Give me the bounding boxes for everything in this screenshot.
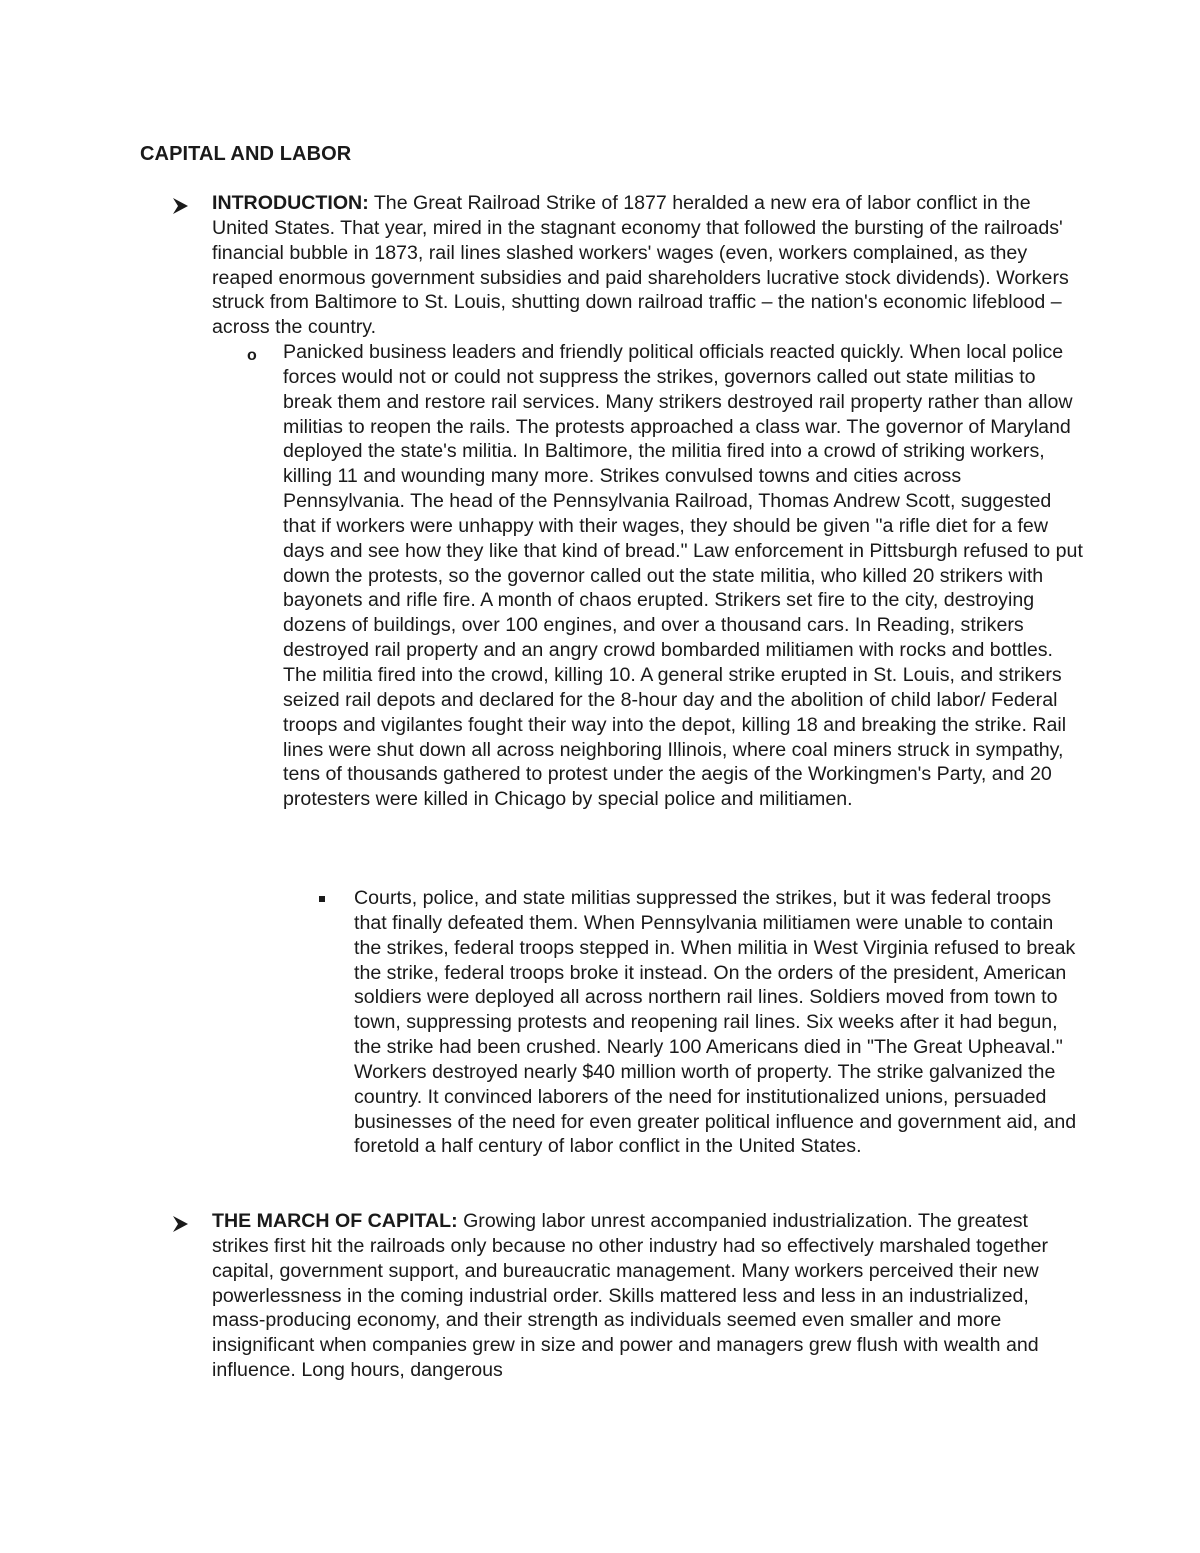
list-item-text: Courts, police, and state militias suppressed the strikes, but it was federal troops that finally defeated them. When Pennsylvania militiamen were unable to contain the strikes, federal troops stepped in. When militia in West Virginia refused to break the strike, federal troops broke it instead. On the orders of the president, American soldiers were deployed all across northern rail lines. Soldiers moved from town to town, suppressing protests and reopening rail lines. Six weeks after it had begun, the strike had been crushed. Nearly 100 Americans died in "The Great Upheaval." Workers destroyed nearly $40 million worth of property. The strike galvanized the country. It convinced laborers of the need for institutionalized unions, persuaded businesses of the need for even greater political influence and government aid, and foretold a half century of labor conflict in the United States. (354, 887, 1077, 1158)
circle-bullet-icon: o (247, 347, 257, 364)
document-title: CAPITAL AND LABOR (140, 143, 352, 165)
arrow-bullet-icon (172, 1215, 189, 1233)
square-bullet-icon (319, 896, 325, 902)
list-item (283, 340, 1083, 812)
section-body: The Great Railroad Strike of 1877 heralded a new era of labor conflict in the United States. That year, mired in the stagnant economy that followed the bursting of the railroads' financial bubble in 1873, rail lines slashed workers' wages (even, workers complained, as they reaped enormous government subsidies and paid shareholders lucrative stock dividends). Workers struck from Baltimore to St. Louis, shutting down railroad traffic – the nation's economic lifeblood – across the country. (212, 192, 1069, 339)
section-heading: THE MARCH OF CAPITAL: (212, 1210, 458, 1232)
list-item-text: Panicked business leaders and friendly political officials reacted quickly. When local police forces would not or could not suppress the strikes, governors called out state militias to break them and restore rail services. Many strikers destroyed rail property rather than allow militias to reopen the rails. The protests approached a class war. The governor of Maryland deployed the state's militia. In Baltimore, the militia fired into a crowd of striking workers, killing 11 and wounding many more. Strikes convulsed towns and cities across Pennsylvania. The head of the Pennsylvania Railroad, Thomas Andrew Scott, suggested that if workers were unhappy with their wages, they should be given "a rifle diet for a few days and see how they like that kind of bread." Law enforcement in Pittsburgh refused to put down the protests, so the governor called out the state militia, who killed 20 strikers with bayonets and rifle fire. A month of chaos erupted. Strikers set fire to the city, destroying dozens of buildings, over 100 engines, and over a thousand cars. In Reading, strikers destroyed rail property and an angry crowd bombarded militiamen with rocks and bottles. The militia fired into the crowd, killing 10. A general strike erupted in St. Louis, and strikers seized rail depots and declared for the 8-hour day and the abolition of child labor/ Federal troops and vigilantes fought their way into the depot, killing 18 and breaking the strike. Rail lines were shut down all across neighboring Illinois, where coal miners struck in sympathy, tens of thousands gathered to protest under the aegis of the Workingmen's Party, and 20 protesters were killed in Chicago by special police and militiamen. (283, 341, 1083, 811)
section-body: Growing labor unrest accompanied industrialization. The greatest strikes first hit the railroads only because no other industry had so effectively marshaled together capital, government support, and bureaucratic management. Many workers perceived their new powerlessness in the coming industrial order. Skills mattered less and less in an industrialized, mass-producing economy, and their strength as individuals seemed even smaller and more insignificant when companies grew in size and power and managers grew flush with wealth and influence. Long hours, dangerous (212, 1210, 1049, 1382)
list-item (212, 191, 1082, 340)
list-item-text (212, 1209, 1082, 1383)
list-item-text (212, 191, 1082, 340)
arrow-bullet-icon (172, 197, 189, 215)
section-heading: INTRODUCTION: (212, 192, 369, 214)
list-item (354, 886, 1084, 1159)
list-item (212, 1209, 1082, 1383)
